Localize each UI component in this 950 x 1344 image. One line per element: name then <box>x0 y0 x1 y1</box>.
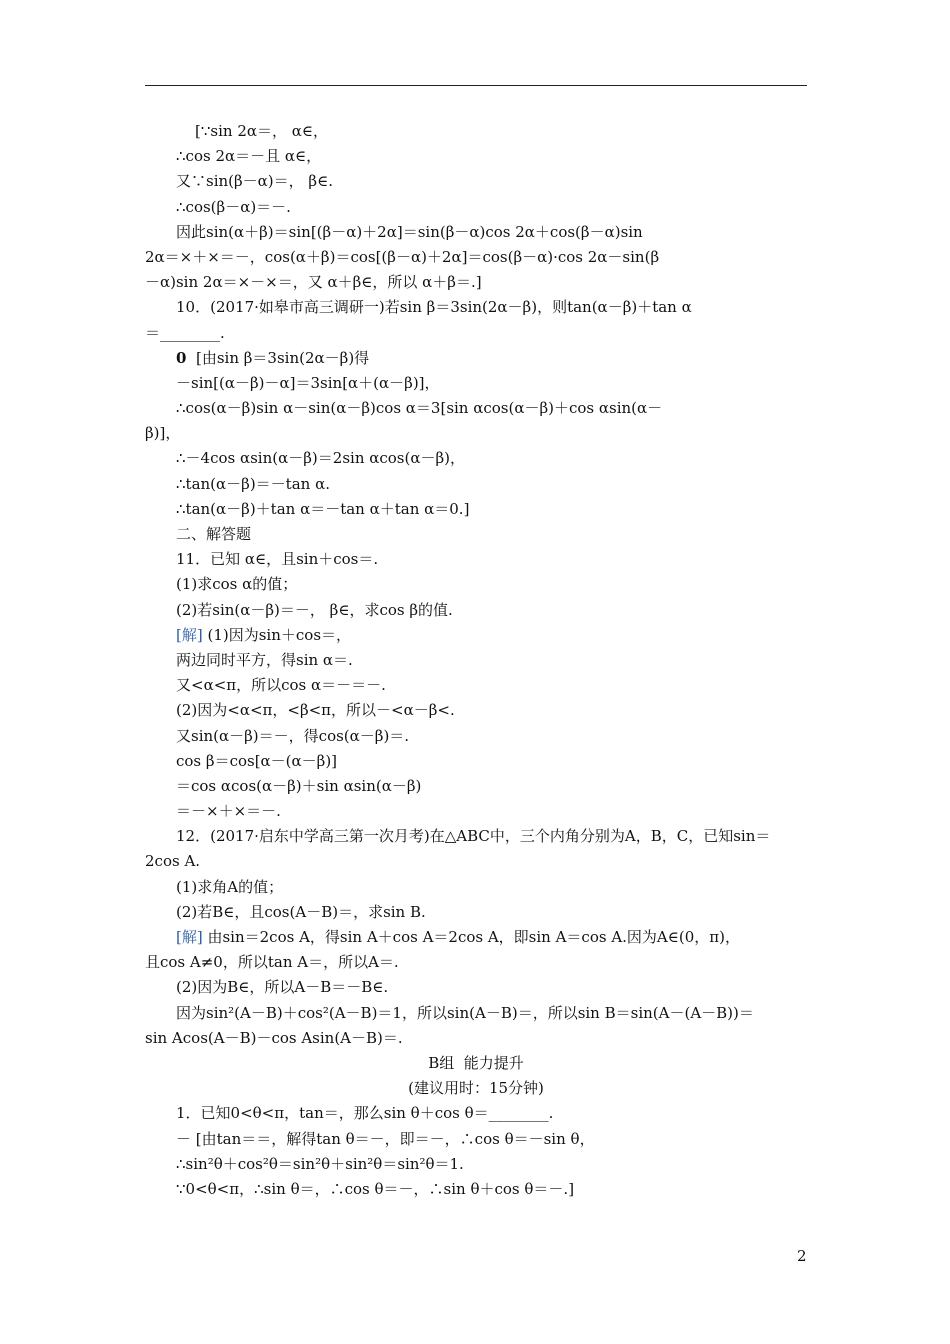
answer-value: 0 <box>176 348 187 367</box>
text-line: 两边同时平方，得sin α＝. <box>176 650 353 669</box>
text-line: 因为sin²(A－B)＋cos²(A－B)＝1，所以sin(A－B)＝，所以sin B＝sin(A－(A－B))＝ <box>176 1003 754 1022</box>
text-line: 又∵sin(β－α)＝， β∈. <box>176 172 333 191</box>
group-heading: B组 能力提升 <box>428 1053 524 1072</box>
text-line: ＝－×＋×＝－. <box>176 802 281 821</box>
text-line: ∵0<θ<π，∴sin θ＝，∴cos θ＝－，∴sin θ＋cos θ＝－.] <box>176 1179 575 1198</box>
time-suggestion: (建议用时：15分钟) <box>408 1079 544 1098</box>
answer-10: 0 [由sin β＝3sin(2α－β)得 <box>176 348 370 367</box>
text-line: 2α＝×＋×＝－，cos(α＋β)＝cos[(β－α)＋2α]＝cos(β－α)·cos 2α－sin(β <box>145 247 660 266</box>
text-line: －sin[(α－β)－α]＝3sin[α＋(α－β)]， <box>176 373 440 392</box>
text-line: [∵sin 2α＝， α∈， <box>195 122 328 140</box>
text-line: 因此sin(α＋β)＝sin[(β－α)＋2α]＝sin(β－α)cos 2α＋cos(β－α)sin <box>176 222 643 241</box>
text-line: ＝________. <box>145 323 225 342</box>
header-rule <box>145 85 807 86</box>
text-line: sin Acos(A－B)－cos Asin(A－B)＝. <box>145 1028 403 1047</box>
text-line: (2)若sin(α－β)＝－， β∈，求cos β的值. <box>176 600 453 619</box>
text-line: ∴cos(β－α)＝－. <box>176 197 291 216</box>
text-line: ∴tan(α－β)＝－tan α. <box>176 474 330 493</box>
text-line: 2cos A. <box>145 852 201 871</box>
solution-11: [解] (1)因为sin＋cos＝， <box>176 625 352 644</box>
text-line: (1)求角A的值； <box>176 877 284 896</box>
text-line: ∴tan(α－β)＋tan α＝－tan α＋tan α＝0.] <box>176 499 470 518</box>
text-line: (2)因为B∈，所以A－B＝－B∈. <box>176 978 389 997</box>
solution-tag: [解] <box>176 928 203 946</box>
text-line: 且cos A≠0，所以tan A＝，所以A＝. <box>145 953 399 972</box>
text-line: β)]， <box>145 424 181 443</box>
question-12: 12．(2017·启东中学高三第一次月考)在△ABC中，三个内角分别为A，B，C，已知sin＝ <box>176 827 771 846</box>
text-line: ∴sin²θ＋cos²θ＝sin²θ＋sin²θ＝sin²θ＝1. <box>176 1154 464 1173</box>
page-number: 2 <box>797 1247 807 1265</box>
solution-12: [解] 由sin＝2cos A，得sin A＋cos A＝2cos A，即sin A＝cos A.因为A∈(0，π)， <box>176 928 740 946</box>
text-line: 又<α<π，所以cos α＝－＝－. <box>176 676 386 695</box>
solution-tag: [解] <box>176 625 203 644</box>
text-line: cos β＝cos[α－(α－β)] <box>176 751 338 770</box>
text-line: ∴cos(α－β)sin α－sin(α－β)cos α＝3[sin αcos(α－β)＋cos αsin(α－ <box>176 399 663 418</box>
text-line: (2)因为<α<π，<β<π，所以－<α－β<. <box>176 701 455 720</box>
text-line: －α)sin 2α＝×－×＝，又 α＋β∈，所以 α＋β＝.] <box>145 273 482 292</box>
question-10: 10．(2017·如皋市高三调研一)若sin β＝3sin(2α－β)，则tan(α－β)＋tan α <box>176 298 692 317</box>
text-line: ∴－4cos αsin(α－β)＝2sin αcos(α－β)， <box>176 449 466 468</box>
text-line: ＝cos αcos(α－β)＋sin αsin(α－β) <box>176 776 422 795</box>
text-line: (1)求cos α的值； <box>176 575 298 594</box>
text-line: 又sin(α－β)＝－，得cos(α－β)＝. <box>176 726 410 745</box>
text-line: － [由tan＝＝，解得tan θ＝－，即＝－，∴cos θ＝－sin θ， <box>176 1129 595 1148</box>
question-b1: 1．已知0<θ<π，tan＝，那么sin θ＋cos θ＝________. <box>176 1104 554 1123</box>
text-line: (2)若B∈，且cos(A－B)＝，求sin B. <box>176 902 426 921</box>
text-line: ∴cos 2α＝－且 α∈， <box>176 147 322 166</box>
section-heading: 二、解答题 <box>176 525 252 543</box>
question-11: 11．已知 α∈，且sin＋cos＝. <box>176 550 379 569</box>
document-body <box>145 119 807 1202</box>
